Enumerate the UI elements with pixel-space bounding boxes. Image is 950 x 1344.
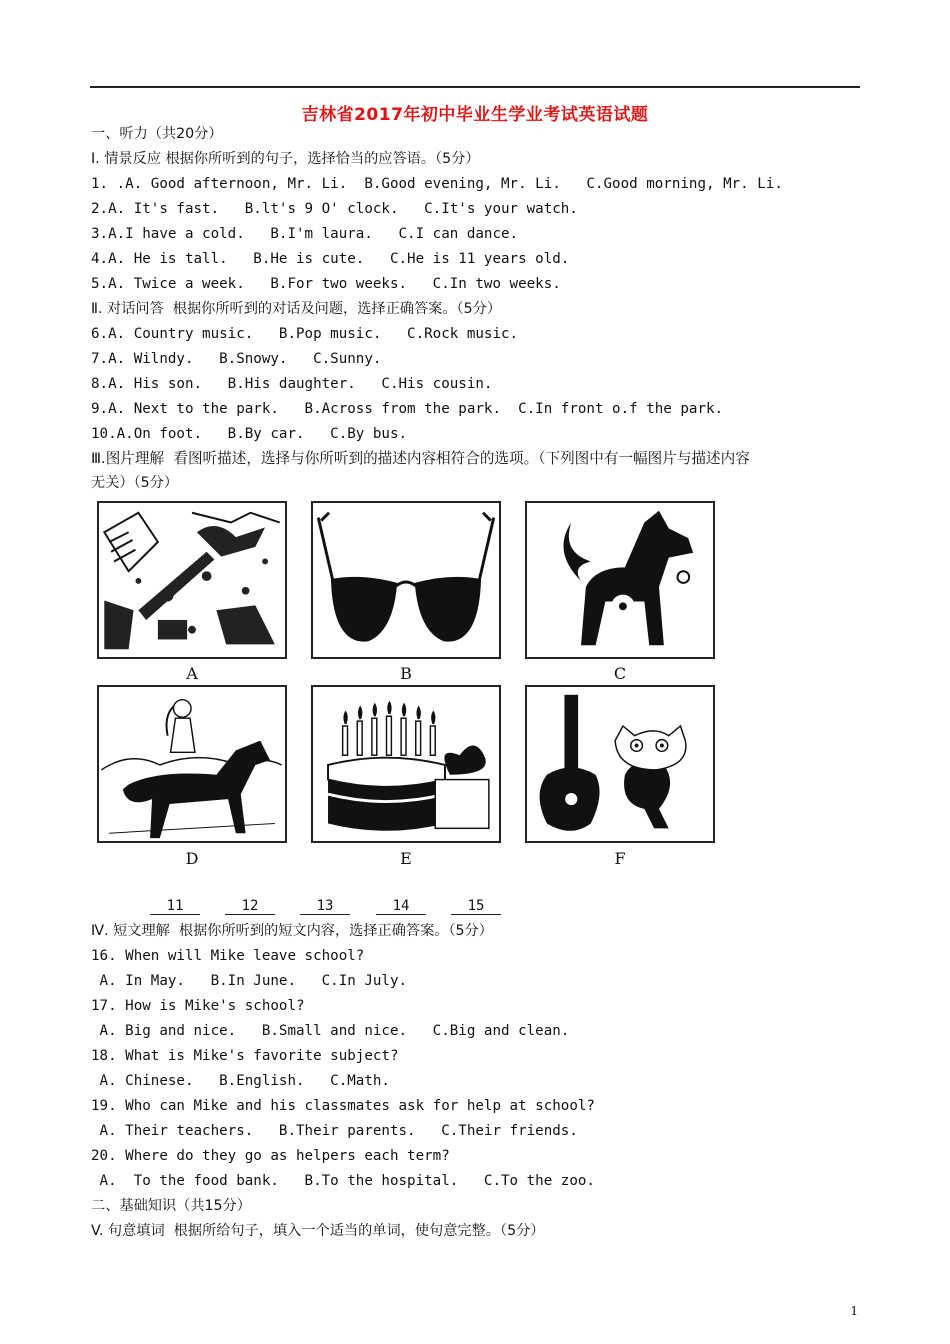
question-line: 17. How is Mike's school?	[91, 998, 305, 1014]
part-heading-3-cont: 无关）（5分）	[91, 475, 179, 491]
question-line: 1. .A. Good afternoon, Mr. Li. B.Good evening, Mr. Li. C.Good morning, Mr. Li.	[91, 176, 783, 192]
part-heading-2: Ⅱ. 对话问答 根据你所听到的对话及问题，选择正确答案。（5分）	[91, 301, 502, 317]
part-heading-3: Ⅲ.图片理解 看图听描述，选择与你所听到的描述内容相符合的选项。（下列图中有一幅图片与描述内容	[91, 450, 750, 467]
answer-blank-11[interactable]: 11	[150, 898, 200, 915]
question-line: 18. What is Mike's favorite subject?	[91, 1048, 399, 1064]
part-heading-4: Ⅳ. 短文理解 根据你所听到的短文内容，选择正确答案。（5分）	[91, 923, 493, 939]
question-line: 16. When will Mike leave school?	[91, 948, 365, 964]
question-line: 5.A. Twice a week. B.For two weeks. C.In two weeks.	[91, 276, 561, 292]
question-line: 7.A. Wilndy. B.Snowy. C.Sunny.	[91, 351, 382, 367]
picture-label-b: B	[400, 664, 412, 683]
page-number: 1	[850, 1304, 858, 1318]
option-line: A. Big and nice. B.Small and nice. C.Big and clean.	[91, 1023, 570, 1039]
option-line: A. In May. B.In June. C.In July.	[91, 973, 408, 989]
part-heading-1: I. 情景反应 根据你所听到的句子，选择恰当的应答语。（5分）	[91, 151, 480, 167]
question-line: 20. Where do they go as helpers each term?	[91, 1148, 450, 1164]
picture-a-earthquake	[97, 501, 287, 659]
picture-label-c: C	[613, 664, 627, 683]
answer-blank-15[interactable]: 15	[451, 898, 501, 915]
section-heading-listening: 一、听力（共20分）	[91, 126, 223, 142]
question-line: 8.A. His son. B.His daughter. C.His cousin.	[91, 376, 493, 392]
answer-blank-12[interactable]: 12	[225, 898, 275, 915]
picture-f-guitar-cat	[525, 685, 715, 843]
option-line: A. To the food bank. B.To the hospital. C.To the zoo.	[91, 1173, 595, 1189]
picture-b-sunglasses	[311, 501, 501, 659]
question-line: 2.A. It's fast. B.lt's 9 O' clock. C.It's your watch.	[91, 201, 578, 217]
option-line: A. Chinese. B.English. C.Math.	[91, 1073, 390, 1089]
picture-d-horse-riding	[97, 685, 287, 843]
question-line: 3.A.I have a cold. B.I'm laura. C.I can dance.	[91, 226, 519, 242]
top-rule	[90, 86, 860, 88]
exam-title: 吉林省2017年初中毕业生学业考试英语试题	[301, 105, 649, 125]
question-line: 4.A. He is tall. B.He is cute. C.He is 11 years old.	[91, 251, 570, 267]
option-line: A. Their teachers. B.Their parents. C.Their friends.	[91, 1123, 578, 1139]
question-line: 10.A.On foot. B.By car. C.By bus.	[91, 426, 408, 442]
picture-c-dog	[525, 501, 715, 659]
answer-blank-13[interactable]: 13	[300, 898, 350, 915]
picture-label-d: D	[185, 849, 199, 868]
section-heading-basics: 二、基础知识（共15分）	[91, 1198, 251, 1214]
picture-label-e: E	[400, 849, 412, 868]
part-heading-5: V. 句意填词 根据所给句子，填入一个适当的单词，使句意完整。（5分）	[91, 1223, 545, 1239]
question-line: 6.A. Country music. B.Pop music. C.Rock music.	[91, 326, 519, 342]
answer-blank-14[interactable]: 14	[376, 898, 426, 915]
picture-e-birthday-cake	[311, 685, 501, 843]
picture-label-a: A	[186, 664, 198, 683]
question-line: 19. Who can Mike and his classmates ask for help at school?	[91, 1098, 595, 1114]
picture-label-f: F	[614, 849, 626, 868]
question-line: 9.A. Next to the park. B.Across from the park. C.In front o.f the park.	[91, 401, 724, 417]
